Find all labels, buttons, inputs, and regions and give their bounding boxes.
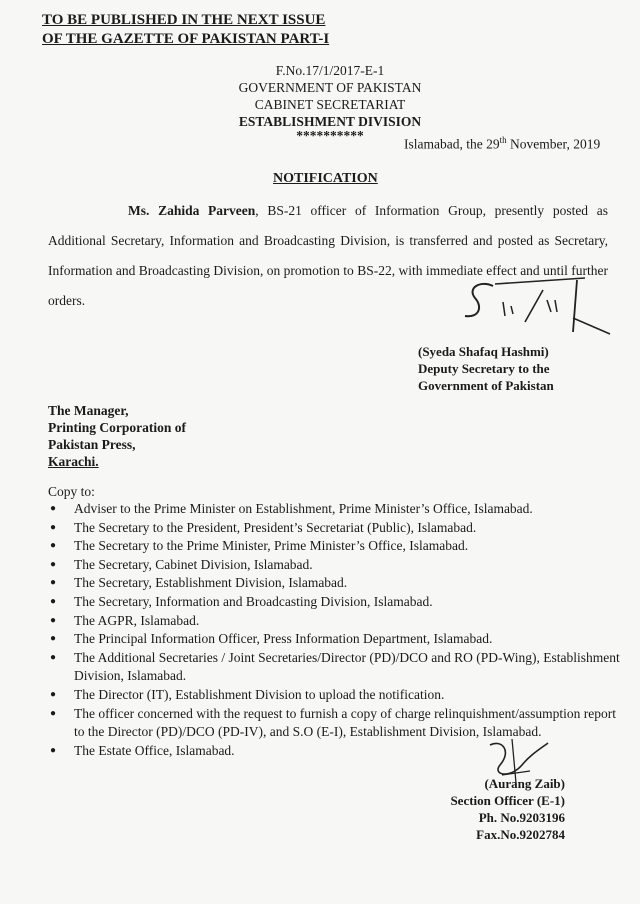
- section-officer-phone: Ph. No.9203196: [478, 810, 565, 825]
- copy-to-list: [48, 500, 623, 760]
- copy-to-item: ● The AGPR, Islamabad.: [48, 612, 623, 631]
- signatory-block: [418, 343, 554, 394]
- letterhead: [190, 62, 470, 142]
- secretariat-name: CABINET SECRETARIAT: [254, 97, 406, 112]
- issue-date: Islamabad, the 29th November, 2019: [404, 135, 601, 152]
- addressee-city: Karachi.: [48, 454, 99, 469]
- copy-to-item: ● The Principal Information Officer, Press Information Department, Islamabad.: [48, 630, 623, 649]
- section-officer-name: (Aurang Zaib): [484, 776, 565, 791]
- copy-to-label: Copy to:: [48, 484, 95, 499]
- copy-to-item: ● The Director (IT), Establishment Division to upload the notification.: [48, 686, 623, 705]
- copy-to-item: ● The Additional Secretaries / Joint Secretaries/Director (PD)/DCO and RO (PD-Wing), Establishment Division, Islamabad.: [48, 649, 623, 686]
- copy-to-item: ● The Secretary to the Prime Minister, Prime Minister’s Office, Islamabad.: [48, 537, 623, 556]
- copy-to-item: ● The Secretary, Cabinet Division, Islamabad.: [48, 556, 623, 575]
- deputy-secretary-signature: [455, 272, 615, 342]
- copy-to-item: ● The officer concerned with the request to furnish a copy of charge relinquishment/assumption report to the Director (PD)/DCO (PD-IV), and S.O (E-I), Establishment Division, Islamabad.: [48, 705, 623, 742]
- star-divider: **********: [296, 128, 364, 143]
- addressee-line1: The Manager,: [48, 403, 129, 418]
- officer-name: Ms. Zahida Parveen: [128, 203, 256, 218]
- section-officer-fax: Fax.No.9202784: [476, 827, 565, 842]
- notification-title: NOTIFICATION: [273, 171, 378, 186]
- copy-to-item: ● The Secretary, Establishment Division, Islamabad.: [48, 574, 623, 593]
- division-name: ESTABLISHMENT DIVISION: [238, 114, 422, 129]
- addressee-block: [48, 402, 186, 470]
- gazette-header-line2: OF THE GAZETTE OF PAKISTAN PART-I: [42, 31, 330, 47]
- copy-to-item: ● The Estate Office, Islamabad.: [48, 742, 623, 761]
- section-officer-block: [440, 775, 565, 843]
- notification-text: , BS-21 officer of Information Group, presently posted as Additional Secretary, Information and Broadcasting Division, is transferred and posted as Secretary, Information and Broadcasting Division, on promotion to BS-22, with immediate effect and until further orders.: [48, 203, 608, 308]
- section-officer-title: Section Officer (E-1): [450, 793, 565, 808]
- addressee-line3: Pakistan Press,: [48, 437, 136, 452]
- signatory-name: (Syeda Shafaq Hashmi): [418, 344, 549, 359]
- signatory-title: Deputy Secretary to the: [418, 361, 550, 376]
- addressee-line2: Printing Corporation of: [48, 420, 186, 435]
- file-number: F.No.17/1/2017-E-1: [275, 63, 385, 78]
- copy-to-item: ● The Secretary, Information and Broadcasting Division, Islamabad.: [48, 593, 623, 612]
- copy-to-item: ● Adviser to the Prime Minister on Establishment, Prime Minister’s Office, Islamabad.: [48, 500, 623, 519]
- government-name: GOVERNMENT OF PAKISTAN: [238, 80, 422, 95]
- copy-to-item: ● The Secretary to the President, President’s Secretariat (Public), Islamabad.: [48, 519, 623, 538]
- gazette-header-line1: TO BE PUBLISHED IN THE NEXT ISSUE: [42, 12, 326, 28]
- signatory-government: Government of Pakistan: [418, 378, 554, 393]
